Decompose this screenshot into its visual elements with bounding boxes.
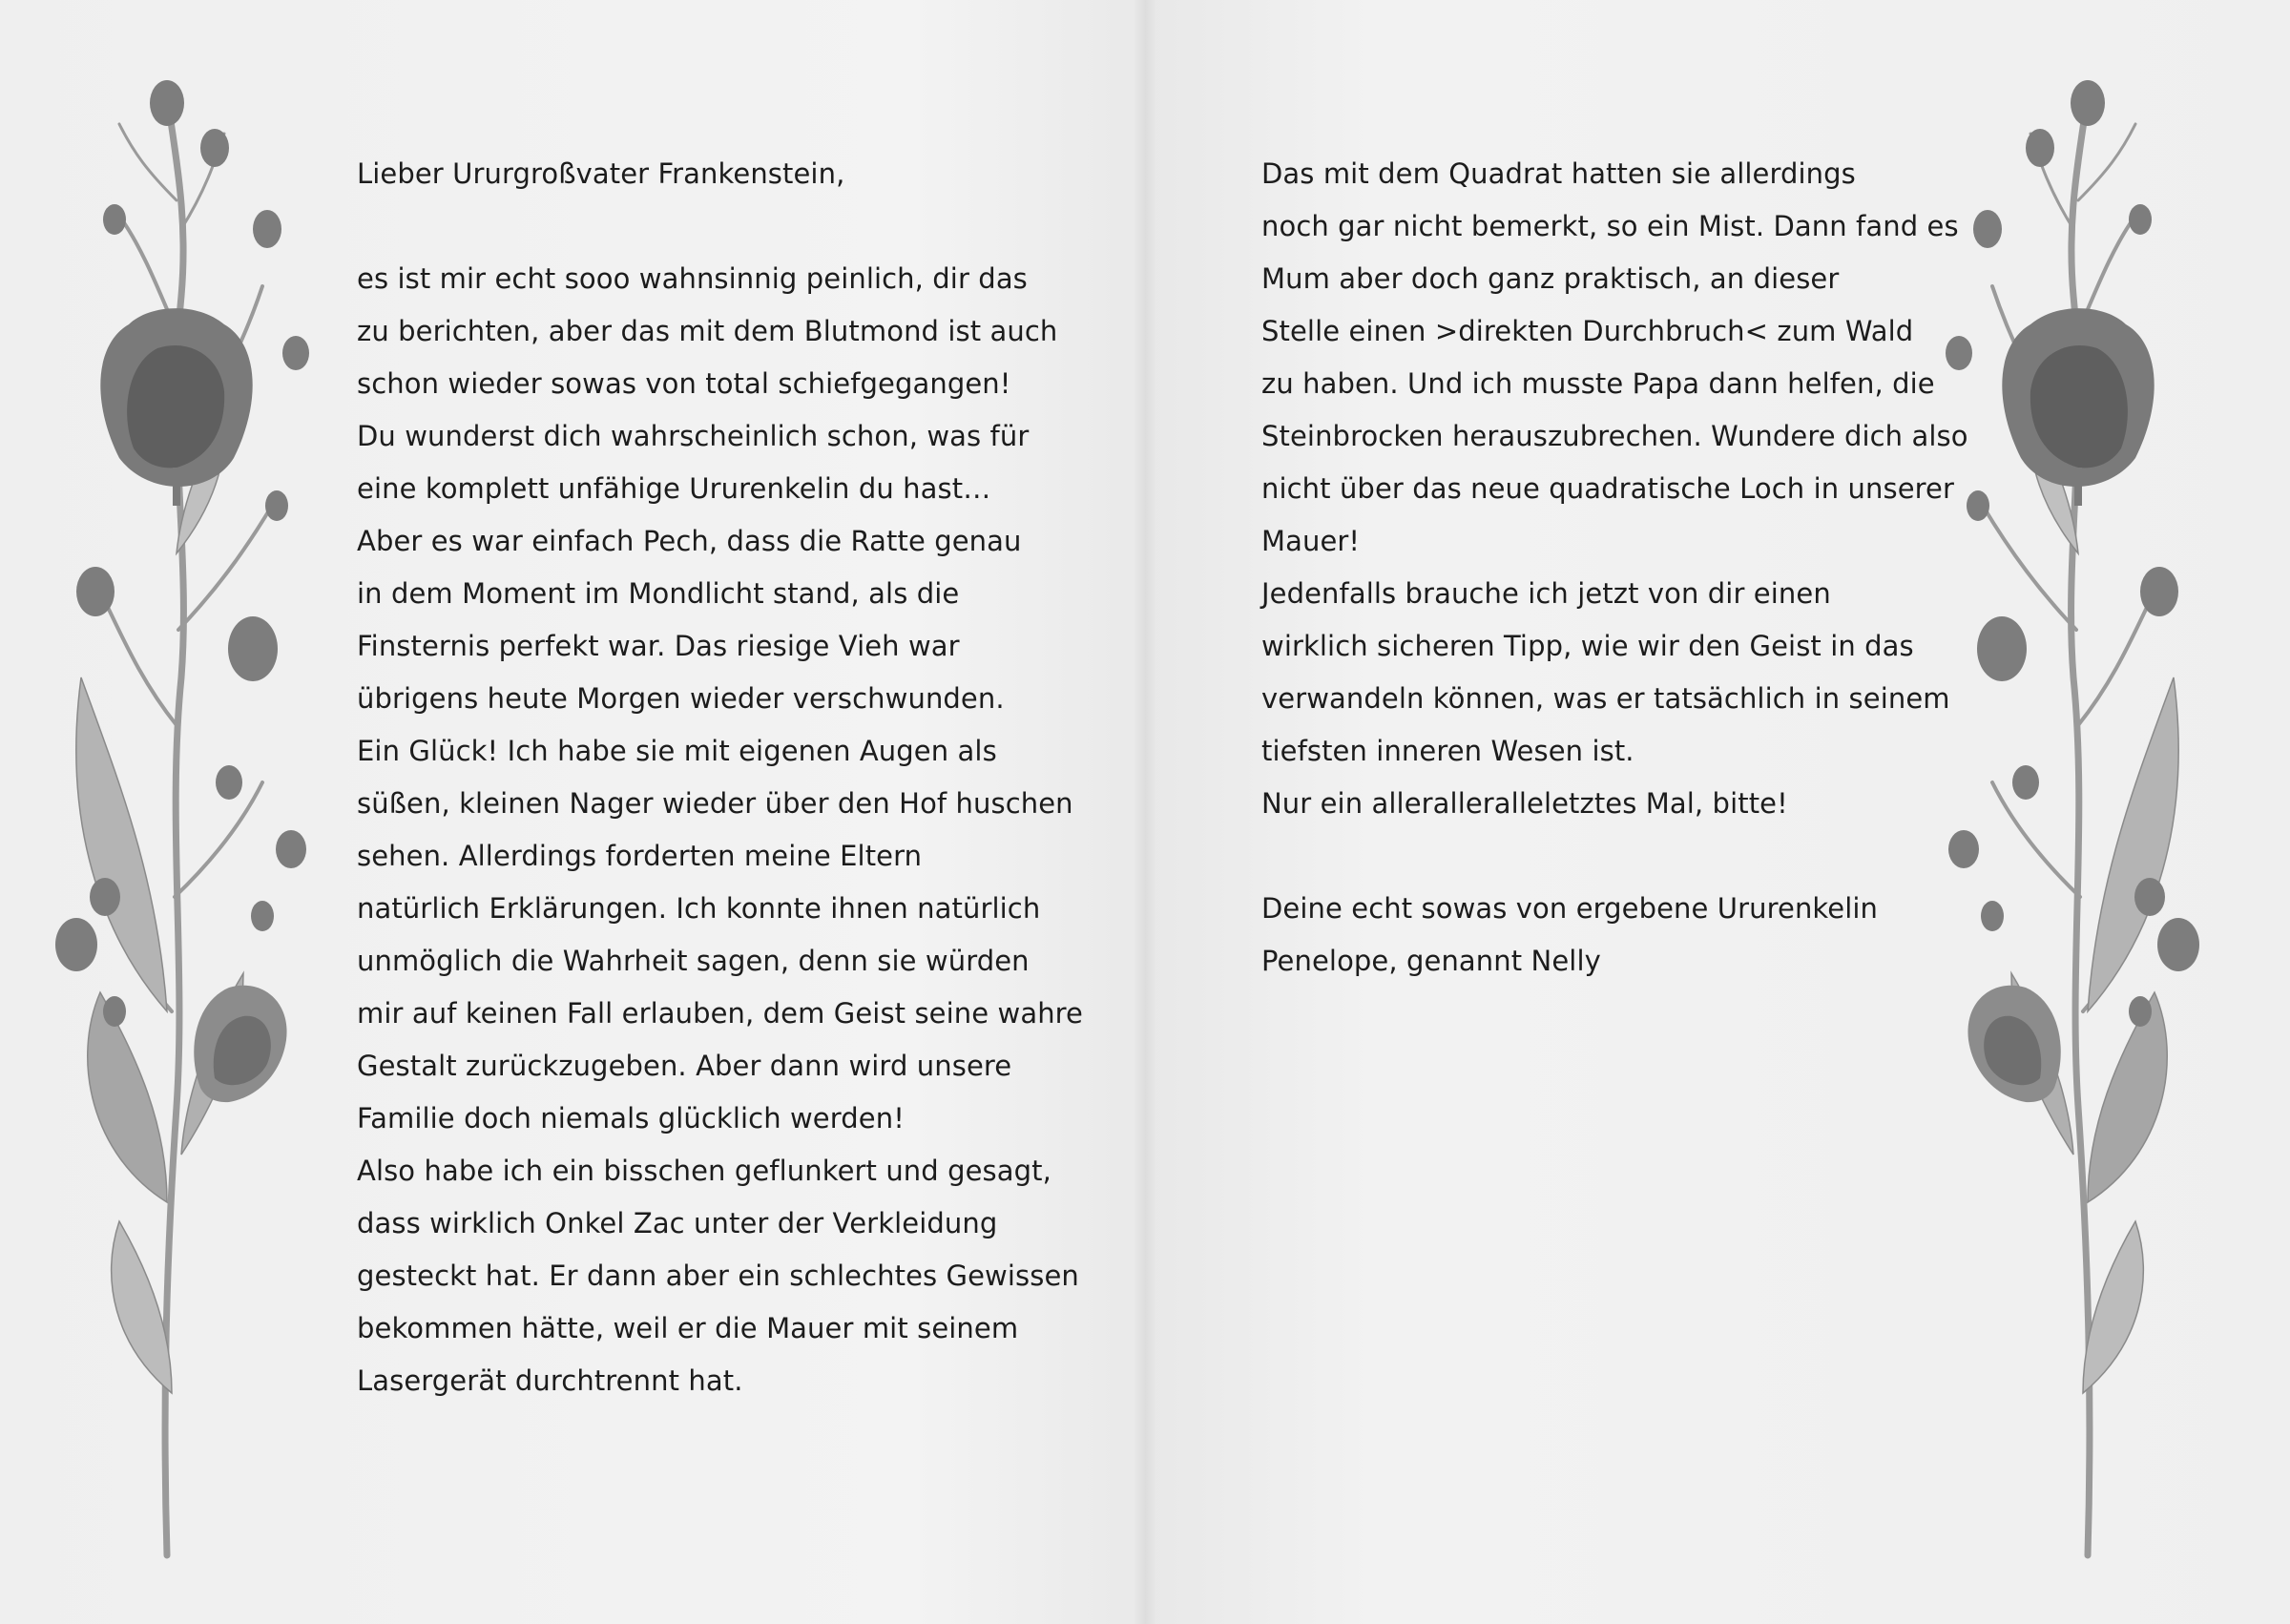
flower-border-right-icon <box>1945 57 2231 1565</box>
letter-line: noch gar nicht bemerkt, so ein Mist. Dann fand es <box>1261 210 1959 242</box>
letter-line: Familie doch niemals glücklich werden! <box>357 1102 905 1135</box>
letter-line: eine komplett unfähige Ururenkelin du hast… <box>357 472 991 505</box>
letter-line: Ein Glück! Ich habe sie mit eigenen Augen als <box>357 735 997 767</box>
letter-line: Deine echt sowas von ergebene Ururenkelin <box>1261 892 1879 925</box>
letter-line: zu berichten, aber das mit dem Blutmond ist auch <box>357 315 1058 347</box>
letter-line: Penelope, genannt Nelly <box>1261 945 1601 977</box>
letter-line: Aber es war einfach Pech, dass die Ratte genau <box>357 525 1022 557</box>
letter-line: Gestalt zurückzugeben. Aber dann wird unsere <box>357 1050 1012 1082</box>
letter-line: süßen, kleinen Nager wieder über den Hof huschen <box>357 787 1073 820</box>
letter-line: natürlich Erklärungen. Ich konnte ihnen natürlich <box>357 892 1041 925</box>
letter-line: Mum aber doch ganz praktisch, an dieser <box>1261 262 1840 295</box>
letter-left-text <box>357 148 1083 1407</box>
letter-line <box>1261 830 1968 883</box>
letter-line: bekommen hätte, weil er die Mauer mit seinem <box>357 1312 1019 1344</box>
letter-line: Also habe ich ein bisschen geflunkert und gesagt, <box>357 1155 1051 1187</box>
letter-line: in dem Moment im Mondlicht stand, als die <box>357 577 960 610</box>
letter-line: Du wunderst dich wahrscheinlich schon, was für <box>357 420 1030 452</box>
letter-line: Finsternis perfekt war. Das riesige Vieh war <box>357 630 960 662</box>
flower-border-left-icon <box>24 57 310 1565</box>
letter-line: zu haben. Und ich musste Papa dann helfen, die <box>1261 367 1935 400</box>
letter-line: dass wirklich Onkel Zac unter der Verkleidung <box>357 1207 998 1239</box>
letter-line: nicht über das neue quadratische Loch in unserer <box>1261 472 1955 505</box>
letter-line: Lieber Ururgroßvater Frankenstein, <box>357 157 845 190</box>
letter-line: es ist mir echt sooo wahnsinnig peinlich, dir das <box>357 262 1028 295</box>
letter-line: Das mit dem Quadrat hatten sie allerdings <box>1261 157 1856 190</box>
letter-line: unmöglich die Wahrheit sagen, denn sie würden <box>357 945 1030 977</box>
letter-line: Mauer! <box>1261 525 1361 557</box>
letter-line: gesteckt hat. Er dann aber ein schlechtes Gewissen <box>357 1260 1079 1292</box>
letter-line: Jedenfalls brauche ich jetzt von dir einen <box>1261 577 1831 610</box>
letter-line: schon wieder sowas von total schiefgegangen! <box>357 367 1011 400</box>
letter-line: Stelle einen >direkten Durchbruch< zum Wald <box>1261 315 1914 347</box>
letter-line: wirklich sicheren Tipp, wie wir den Geist in das <box>1261 630 1914 662</box>
letter-right-text <box>1261 148 1968 988</box>
letter-line: sehen. Allerdings forderten meine Eltern <box>357 840 923 872</box>
book-gutter <box>1134 0 1156 1624</box>
letter-line: Lasergerät durchtrennt hat. <box>357 1364 743 1397</box>
letter-line: verwandeln können, was er tatsächlich in seinem <box>1261 682 1950 715</box>
letter-line: Steinbrocken herauszubrechen. Wundere dich also <box>1261 420 1968 452</box>
letter-line: Nur ein alleralleralleletztes Mal, bitte! <box>1261 787 1788 820</box>
letter-line <box>357 200 1083 253</box>
letter-line: tiefsten inneren Wesen ist. <box>1261 735 1634 767</box>
letter-line: übrigens heute Morgen wieder verschwunden. <box>357 682 1005 715</box>
letter-line: mir auf keinen Fall erlauben, dem Geist seine wahre <box>357 997 1083 1030</box>
